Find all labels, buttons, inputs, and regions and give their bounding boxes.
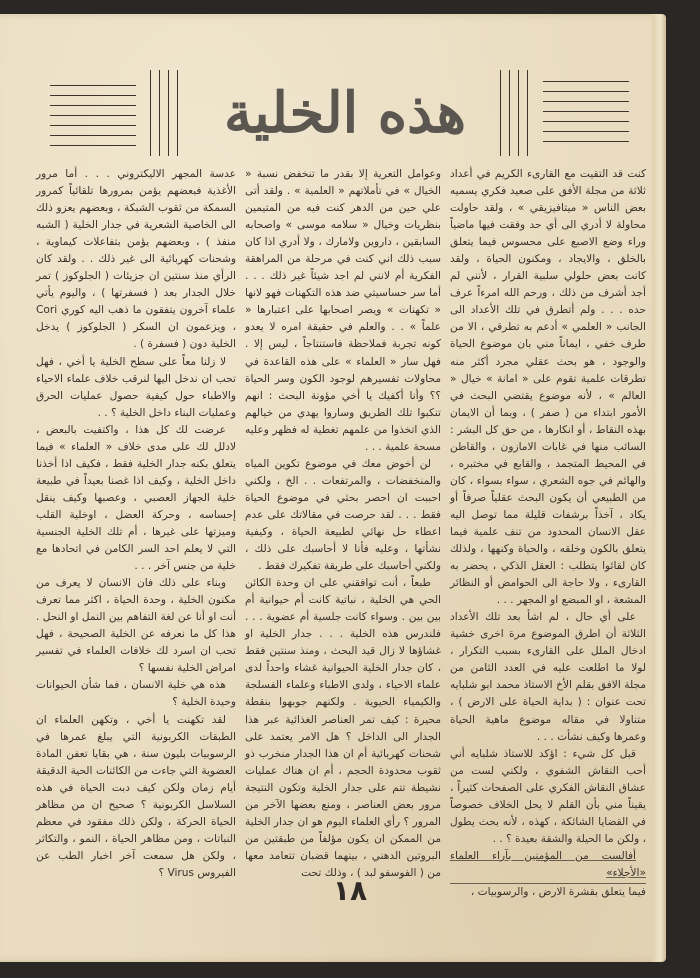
column-right bbox=[450, 166, 646, 901]
page-number: ١٨ bbox=[332, 874, 368, 907]
paragraph: قبل كل شيء : اؤكد للاستاذ شلبايه أني أحب النقاش الشفوي ، ولكني لست من عشاق النقاش الفكري على الصفحات كثيراً ، يقيناً مني بأن القلم لا يحل الخلاف خصوصاً في القضايا الشائكة ، كهذه ، لأنه بحث يطول ، ولكن ما الحيلة والشقة بعيدة ؟ . . bbox=[450, 747, 646, 845]
paragraph: على أي حال ، لم اشأ بعد تلك الأعداد الثلاثة أن اطرق الموضوع مرة اخرى خشية ادخال الملل على القارىء بسبب التكرار ، لولا ما اطلعت عليه في العدد الثامن من مجلة الافق بقلم الأخ الاستاذ محمد ابو شلبايه تحت عنوان : ( بداية الحياة على الارض ) ، متناولا في مقاله موضوع ماهية الحياة وعمرها وكيف نشأت . . . bbox=[450, 611, 646, 743]
column-middle bbox=[245, 166, 441, 882]
decorative-horizontal-lines-right bbox=[543, 81, 629, 151]
paragraph-last-line: فيما يتعلق بقشرة الارض ، والرسوبيات ، bbox=[470, 885, 646, 898]
paragraph: لا زلنا معاً على سطح الخلية يا أخي ، فهل تحب ان ندخل اليها لنرقب خلاف علماء الاحياء والاطباء حول كيفية حصول عمليات الحرق وعمليات البناء داخل الخلية ؟ . . bbox=[36, 355, 236, 419]
title-banner bbox=[0, 66, 666, 162]
paragraph: لن أخوض معك في موضوع تكوين المياه والمنخفضات ، والمرتفعات . . الخ ، ولكني احببت ان احصر بحثي في موضوع الحياة فقط . . . لقد حرصت في مقالاتك على عدم اعطاء حل نهائي لطبيعة الحياة ، وكيفية نشأتها ، وعليه فأنا لا أحاسبك على ذلك ، ولكني أحاسبك على طريقة تفكيرك فقط . bbox=[245, 457, 441, 573]
decorative-horizontal-lines-left bbox=[50, 85, 136, 155]
paragraph: كنت قد التقيت مع القارىء الكريم في أعداد ثلاثة من مجلة الأفق على صعيد فكري يسميه بعض الناس « ميتافيزيقي » ، ولقد حاولت محاولة لا أدري الى أي حد وفقت فيها ماضياً وراء وضع الاصبع على محسوس فيما يتعلق بالخلق ، والايجاد ، ومكنون الحياة ، ولقد كانت بعض حلولي سلبية القرار ، لأنني لم أجد أشرف من ذلك ، ورحم الله امرءاً عرف حده . . . ولم أتطرق في تلك الأعداد الى الجانب « العلمي » أدعم به تطرقي ، الا من طرف خفي ، ايماناً مني بان موضوع الحياة والوجود ، هو بحث عقلي مجرد أكثر منه تطرقات علمية تقوم على « امانة » خيال « العالم » ، لأنه موضوع يقتضي البحث في الأمور ابتداء من ( صفر ) ، وبما أن الايمان بهذه النقاط ، أو انكارها ، من حق كل البشر : السائب منها في غابات الامازون ، والقاطن في المحيط المتجمد ، والقابع في مختبره ، والهائم في جوه الشعري ، سواء بسواء ، كان من الطبيعي أن يكون البحث عقلياً صرفاً أو يكاد ، آخذاً برشفات قليلة مما توصل اليه عقل الانسان المحدود من تنف علمية فيما يتعلق بالكون وخلقه ، والحياة وكنهها ، ولذلك كان لقائوا يتطلب : العقل الذكي ، يحضر به القارىء ، ولا حاجة الى الحوامض أو النظائر المشعة ، او المبضع او المجهر . . . bbox=[450, 168, 646, 607]
decorative-vertical-lines-right bbox=[500, 70, 528, 156]
column-left bbox=[36, 166, 236, 882]
paragraph: هذه هي خلية الانسان ، فما شأن الحيوانات وحيدة الخلية ؟ bbox=[36, 679, 236, 709]
page-edge bbox=[652, 14, 666, 962]
decorative-vertical-lines-left bbox=[150, 70, 178, 156]
underlined-line: أفالست من المؤمنين بآراء العلماء «الأجلاء» bbox=[450, 849, 646, 879]
paragraph: طبعاً ، أنت توافقني على ان وحدة الكائن الحي هي الخلية ، نباتية كانت أم حيوانية أم بين بين . وسواء كانت جلسية أم عضوية . . . فلندرس هذه الخلية . . . جدار الخلية او غشاؤها لا زال قيد البحث ، ومنذ سنتين فقط ، كان جدار الخلية الحيوانية غشاء واحداً لدى علماء الاحياء ، ولدى الاطباء وعلماء الفسلجة والكيمياء الحيوية . ولكنهم جوبهوا بنقطة محيرة : كيف تمر العناصر الغذائية عبر هذا الجدار الى الداخل ؟ هل الامر يعتمد على شحنات كهربائية أم ان هذا الجدار منخرب ذو ثقوب محدودة الحجم ، أم ان هناك عمليات نشيطة تتم على جدار الخلية وتكون النتيجة مرور بعض العناصر ، ومنع بعضها الآخر من المرور ؟ رأي العلماء اليوم هو ان جدار الخلية من الممكن ان يكون مؤلفاً من طبقتين من البروتين الدهني ، بينهما قضبان تتعامد معها من ( الفوسفو لبد ) ، وذلك تحت bbox=[245, 577, 441, 879]
paragraph: وبناء على ذلك فان الانسان لا يعرف من مكنون الخلية ، وحدة الحياة ، اكثر مما تعرف أنت او أنا عن لغة التفاهم بين النمل او النحل . هذا كل ما نعرفه عن الخلية الصحيحة ، فهل تحب ان اسرد لك خلافات العلماء في تفسير امراض الخلية نفسها ؟ bbox=[36, 577, 236, 675]
paragraph: عدسة المجهر الاليكتروني . . . أما مرور الأغذية فبعضهم يؤمن بمرورها تلقائياً كمرور السمكة من ثقوب الشبكة ، وبعضهم يعزو ذلك الى الخاصية الشعرية في جدار الخلية ( الشبه منفذ ) ، وبعضهم يؤمن بتفاعلات كيماوية ، وشحنات كهربائية الى غير ذلك . . ولقد كان الرأي منذ سنتين ان جزيئات ( الجلوكوز ) تمر خلال الجدار بعد ( فسفرتها ) ، واليوم يأتي علماء آخرون يتفقون ما ذهب اليه كوري Cori ، ويزعمون ان السكر ( الجلوكوز ) يدخل الخلية دون ( فسفرة ) . bbox=[36, 168, 236, 351]
paragraph: عرضت لك كل هذا ، واكتفيت بالبعض ، لادلل لك على مدى خلاف « العلماء » فيما يتعلق بكنه جدار الخلية فقط ، فكيف اذا أخذنا داخل الخلية ، وكيف اذا غصنا بعيداً في طبيعة خلية الجهاز العصبي ، وعصبها وكيف ينقل إحساسه ، وحركة العضل ، اوخلية القلب وميزتها على غيرها ، أم تلك الخلية الجنسية التي لا يعلم احد السر الكامن في اتحادها مع خلية من جنس آخر . . . bbox=[36, 423, 236, 573]
article-title: هذه الخلية bbox=[224, 80, 466, 146]
magazine-page bbox=[0, 14, 666, 962]
paragraph: لقد تكهنت يا أخي ، وتكهن العلماء ان الطبقات الكربونية التي يبلغ عمرها في الرسوبيات بليون سنة ، هي بقايا تعفن المادة العضوية التي جاءت من الكائنات الحية الدقيقة أيام زمان ولكن كيف دبت الحياة في هذه السلاسل الكربونية ؟ صحيح ان من مظاهر الحياة الحركة ، ولكن ذلك مفقود في معظم النباتات ، ومن مظاهر الحياة ، النمو ، والتكاثر ، ولكن هل سمعت آخر اخبار الطب عن الفيروس Virus ؟ bbox=[36, 713, 236, 879]
paragraph: وعوامل التعرية إلا بقدر ما تنخفض نسبة « الخيال » في تأملاتهم « العلمية » . ولقد أتى علي حين من الدهر كنت فيه من المتيمين بنظريات وخيال « سلامه موسى » واصحابه السابقين ، داروين ولامارك ، ولا أدري اذا كان سبب ذلك اني كنت في مرحلة من المراهقة الفكرية أم لانني لم اجد شيئاً غير ذلك . . . أما سر حساسيتي ضد هذه التكهنات فهو لانها « تكهنات » ويصر اصحابها على اعتبارها « علماً » . . والعلم في حقيقة امره لا يعدو كونه تجربة فملاحظة فاستنتاجاً ، ليس إلا . فهل سار « العلماء » على هذه القاعدة في محاولات تفسيرهم لوجود الكون وسر الحياة ؟؟ وأنا أكفيك يا أخي مؤونة البحث : انهم تنكبوا تلك الطريق وساروا يهدي من خيالهم الذي اتخذوا من علمهم تغطية له فظهر وعليه مسحة علمية . . . bbox=[245, 168, 441, 453]
